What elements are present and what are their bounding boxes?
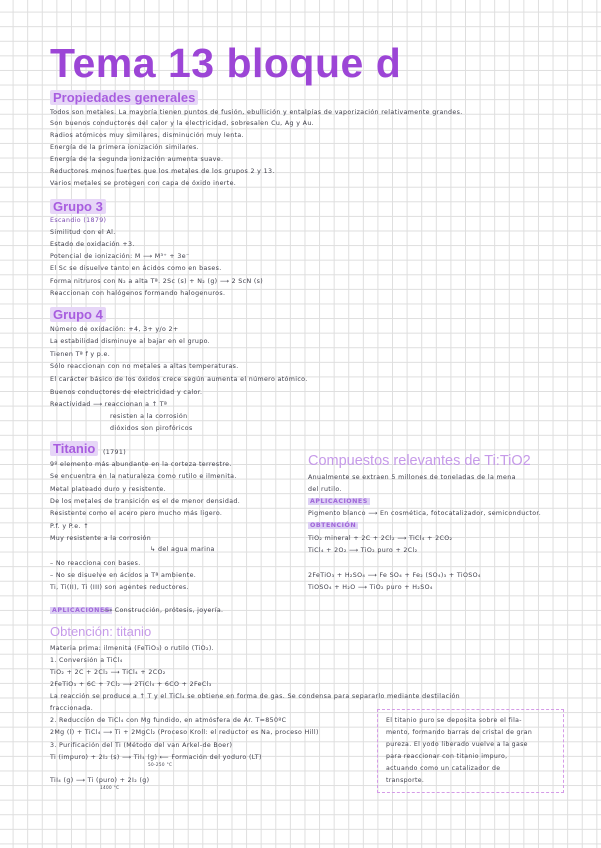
grupo4-line: Buenos conductores de electricidad y calor. xyxy=(50,389,203,396)
note-line: actuando como un catalizador de xyxy=(386,765,501,772)
note-line: pureza. El yodo liberado vuelve a la gase xyxy=(386,741,528,748)
grupo3-line: Escandio (1879) xyxy=(50,217,107,224)
titanio-line: – No reacciona con bases. xyxy=(50,560,141,567)
compuestos-intro: Anualmente se extraen 5 millones de toneladas de la mena xyxy=(308,474,516,481)
obtencion-line: Materia prima: ilmenita (FeTiO₃) o rutilo (TiO₂). xyxy=(50,645,215,652)
compuestos-sulfate-line: 2FeTiO₃ + H₂SO₄ ⟶ Fe SO₄ + Fe₂ (SO₄)₃ + TiOSO₄ xyxy=(308,572,481,579)
titanio-line: Resistente como el acero pero mucho más ligero. xyxy=(50,510,223,517)
titanio-line: De los metales de transición es el de menor densidad. xyxy=(50,498,241,505)
compuestos-sulfate-line: TiOSO₄ + H₂O ⟶ TiO₂ puro + H₂SO₄ xyxy=(308,584,433,591)
compuestos-obtencion-line: TiO₂ mineral + 2C + 2Cl₂ ⟶ TiCl₄ + 2CO₂ xyxy=(308,535,453,542)
titanio-heading: Titanio xyxy=(50,441,98,456)
note-line: para reaccionar con titanio impuro, xyxy=(386,753,508,760)
grupo3-line: Forma nitruros con N₂ a alta Tª. 2Sc (s) + N₂ (g) ⟶ 2 ScN (s) xyxy=(50,278,264,285)
compuestos-aplicaciones-label: APLICACIONES xyxy=(310,498,368,505)
propiedades-line: Radios atómicos muy similares, disminución muy lenta. xyxy=(50,132,244,139)
obtencion-line: fraccionada. xyxy=(50,705,94,712)
titanio-aplicaciones-label: APLICACIONES xyxy=(52,607,110,614)
obtencion-temp-note: 1400 °C xyxy=(100,785,120,790)
obtencion-line: 2FeTiO₃ + 6C + 7Cl₂ ⟶ 2TiCl₄ + 6CO + 2FeCl₃ xyxy=(50,681,212,688)
grupo4-line: La estabilidad disminuye al bajar en el grupo. xyxy=(50,338,211,345)
propiedades-line: Energía de la primera ionización similares. xyxy=(50,144,199,151)
compuestos-obtencion-label: OBTENCIÓN xyxy=(310,522,357,529)
obtencion-line: Ti (impuro) + 2I₂ (s) ⟶ TiI₄ (g) ⟵ Formación del yoduro (LT) xyxy=(50,754,262,761)
grupo4-line: Sólo reaccionan con no metales a altas temperaturas. xyxy=(50,363,239,370)
obtencion-heading: Obtención: titanio xyxy=(50,624,152,639)
compuestos-aplicaciones-text: Pigmento blanco ⟶ En cosmética, fotocatalizador, semiconductor. xyxy=(308,510,542,517)
propiedades-line: Reductores menos fuertes que los metales de los grupos 2 y 13. xyxy=(50,168,275,175)
titanio-aplicaciones-text: ⟶ Construcción, prótesis, joyería. xyxy=(103,607,224,614)
compuestos-obtencion-line: TiCl₄ + 2O₂ ⟶ TiO₂ puro + 2Cl₂ xyxy=(308,547,418,554)
grupo3-line: Similitud con el Al. xyxy=(50,229,116,236)
grupo3-heading: Grupo 3 xyxy=(50,199,106,214)
compuestos-heading: Compuestos relevantes de Ti:TiO2 xyxy=(308,453,531,469)
note-line: El titanio puro se deposita sobre el fila- xyxy=(386,717,522,724)
grupo4-line: Número de oxidación: +4, 3+ y/o 2+ xyxy=(50,326,179,333)
propiedades-line: Todos son metales. La mayoría tienen puntos de fusión, ebullición y entalpías de vaporización relativamente grandes. xyxy=(50,109,463,116)
obtencion-line: 1. Conversión a TiCl₄ xyxy=(50,657,123,664)
titanio-line: Ti, Ti(II), Ti (III) son agentes reductores. xyxy=(50,584,189,591)
grupo3-line: Reaccionan con halógenos formando halogenuros. xyxy=(50,290,226,297)
titanio-line: P.f. y P.e. ↑ xyxy=(50,523,89,530)
titanio-year: (1791) xyxy=(103,449,127,456)
grupo3-line: El Sc se disuelve tanto en ácidos como en bases. xyxy=(50,265,222,272)
titanio-line: Metal plateado duro y resistente. xyxy=(50,486,166,493)
titanio-line: Muy resistente a la corrosión xyxy=(50,535,152,542)
obtencion-line: TiI₄ (g) ⟶ Ti (puro) + 2I₂ (g) xyxy=(50,777,150,784)
propiedades-line: Energía de la segunda ionización aumenta suave. xyxy=(50,156,224,163)
grupo4-line: dióxidos son pirofóricos xyxy=(110,425,193,432)
grupo4-line: Reactividad ⟶ reaccionan a ↑ Tª xyxy=(50,401,168,408)
compuestos-intro: del rutilo. xyxy=(308,486,342,493)
grupo3-line: Potencial de ionización: M ⟶ M³⁺ + 3e⁻ xyxy=(50,253,190,260)
grupo4-heading: Grupo 4 xyxy=(50,307,106,322)
titanio-line: Se encuentra en la naturaleza como rutilo e ilmenita. xyxy=(50,473,237,480)
obtencion-temp-note: 50-250 °C xyxy=(148,762,173,767)
obtencion-line: 2. Reducción de TiCl₄ con Mg fundido, en atmósfera de Ar. T=850ºC xyxy=(50,717,287,724)
page-title: Tema 13 bloque d xyxy=(50,40,402,86)
titanio-line: 9º elemento más abundante en la corteza terrestre. xyxy=(50,461,232,468)
note-line: transporte. xyxy=(386,777,425,784)
grupo4-line: El carácter básico de los óxidos crece según aumenta el número atómico. xyxy=(50,376,308,383)
note-box xyxy=(377,709,564,793)
grupo4-line: resisten a la corrosión xyxy=(110,413,188,420)
grupo3-line: Estado de oxidación +3. xyxy=(50,241,135,248)
obtencion-line: La reacción se produce a ↑ T y el TiCl₄ se obtiene en forma de gas. Se condensa para separarlo mediante destilación xyxy=(50,693,461,700)
note-line: mento, formando barras de cristal de gran xyxy=(386,729,533,736)
propiedades-heading: Propiedades generales xyxy=(50,90,198,105)
propiedades-line: Son buenos conductores del calor y la electricidad, sobresalen Cu, Ag y Au. xyxy=(50,120,315,127)
obtencion-line: 3. Purificación del Ti (Método del van Arkel-de Boer) xyxy=(50,742,233,749)
obtencion-line: TiO₂ + 2C + 2Cl₂ ⟶ TiCl₄ + 2CO₂ xyxy=(50,669,166,676)
obtencion-line: 2Mg (l) + TiCl₄ ⟶ Ti + 2MgCl₂ (Proceso Kroll: el reductor es Na, proceso Hill) xyxy=(50,729,319,736)
grupo4-line: Tienen Tª f y p.e. xyxy=(50,351,111,358)
titanio-line: ↳ del agua marina xyxy=(150,546,215,553)
titanio-line: – No se disuelve en ácidos a Tª ambiente. xyxy=(50,572,197,579)
propiedades-line: Varios metales se protegen con capa de óxido inerte. xyxy=(50,180,237,187)
